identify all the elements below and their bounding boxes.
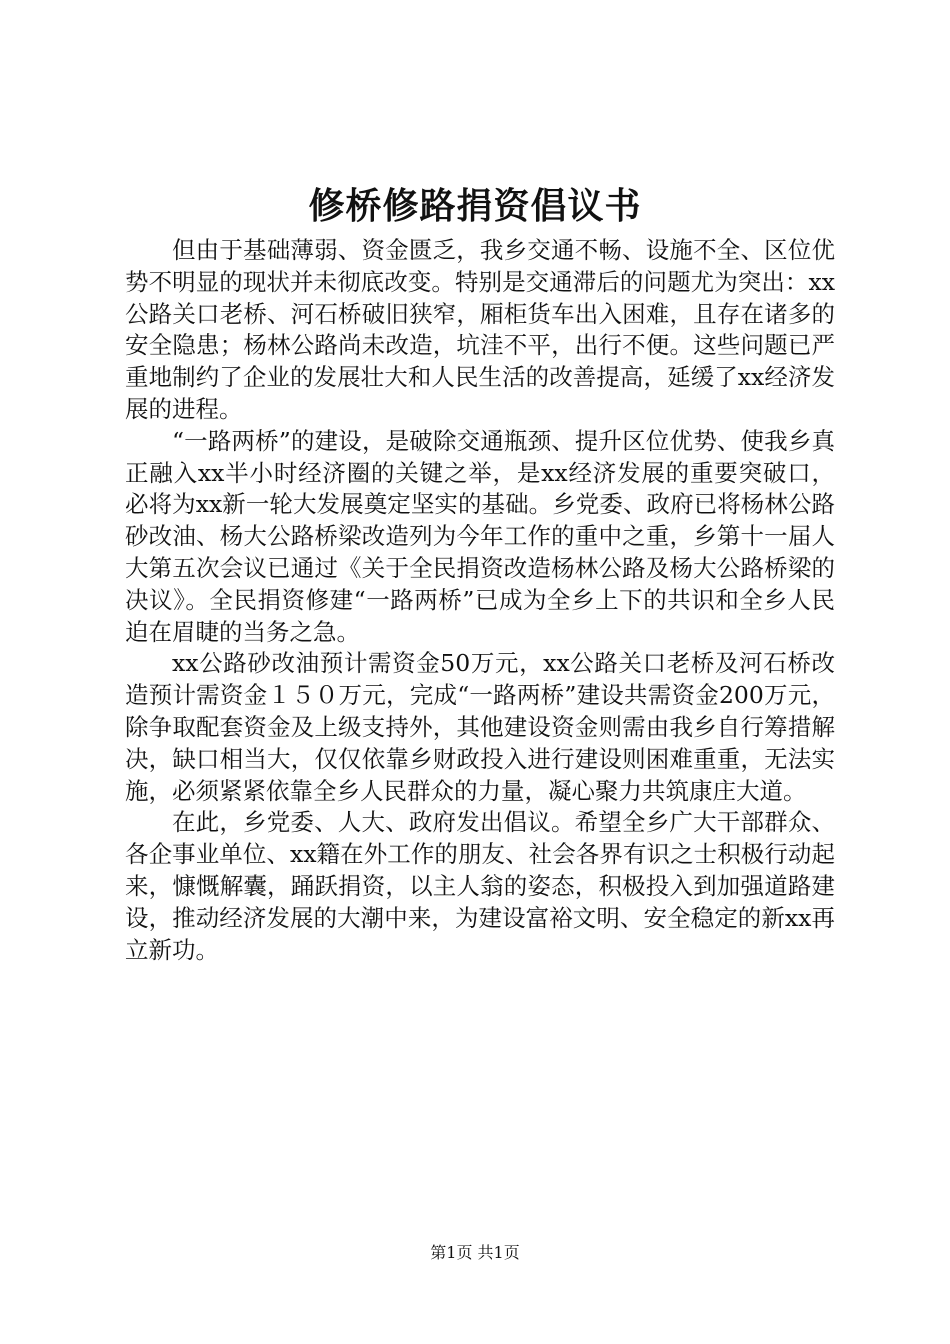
paragraph-4: 在此，乡党委、人大、政府发出倡议。希望全乡广大干部群众、各企事业单位、xx籍在外工作的朋友、社会各界有识之士积极行动起来，慷慨解囊，踊跃捐资，以主人翁的姿态，积极投入到加强道路建设，推动经济发展的大潮中来，为建设富裕文明、安全稳定的新xx再立新功。 [125, 808, 835, 964]
document-body [125, 235, 835, 966]
paragraph-2: “一路两桥”的建设，是破除交通瓶颈、提升区位优势、使我乡真正融入xx半小时经济圈的关键之举，是xx经济发展的重要突破口，必将为xx新一轮大发展奠定坚实的基础。乡党委、政府已将杨林公路砂改油、杨大公路桥梁改造列为今年工作的重中之重，乡第十一届人大第五次会议已通过《关于全民捐资改造杨林公路及杨大公路桥梁的决议》。全民捐资修建“一路两桥”已成为全乡上下的共识和全乡人民迫在眉睫的当务之急。 [125, 426, 835, 646]
page-number-footer: 第1页 共1页 [430, 1243, 520, 1262]
paragraph-1: 但由于基础薄弱、资金匮乏，我乡交通不畅、设施不全、区位优势不明显的现状并未彻底改变。特别是交通滞后的问题尤为突出：xx公路关口老桥、河石桥破旧狭窄，厢柜货车出入困难，且存在诸多的安全隐患；杨林公路尚未改造，坑洼不平，出行不便。这些问题已严重地制约了企业的发展壮大和人民生活的改善提高，延缓了xx经济发展的进程。 [125, 236, 835, 423]
document-title: 修桥修路捐资倡议书 [308, 186, 642, 227]
paragraph-3: xx公路砂改油预计需资金50万元，xx公路关口老桥及河石桥改造预计需资金１５０万元，完成“一路两桥”建设共需资金200万元，除争取配套资金及上级支持外，其他建设资金则需由我乡自行筹措解决，缺口相当大，仅仅依靠乡财政投入进行建设则困难重重，无法实施，必须紧紧依靠全乡人民群众的力量，凝心聚力共筑康庄大道。 [125, 649, 835, 805]
